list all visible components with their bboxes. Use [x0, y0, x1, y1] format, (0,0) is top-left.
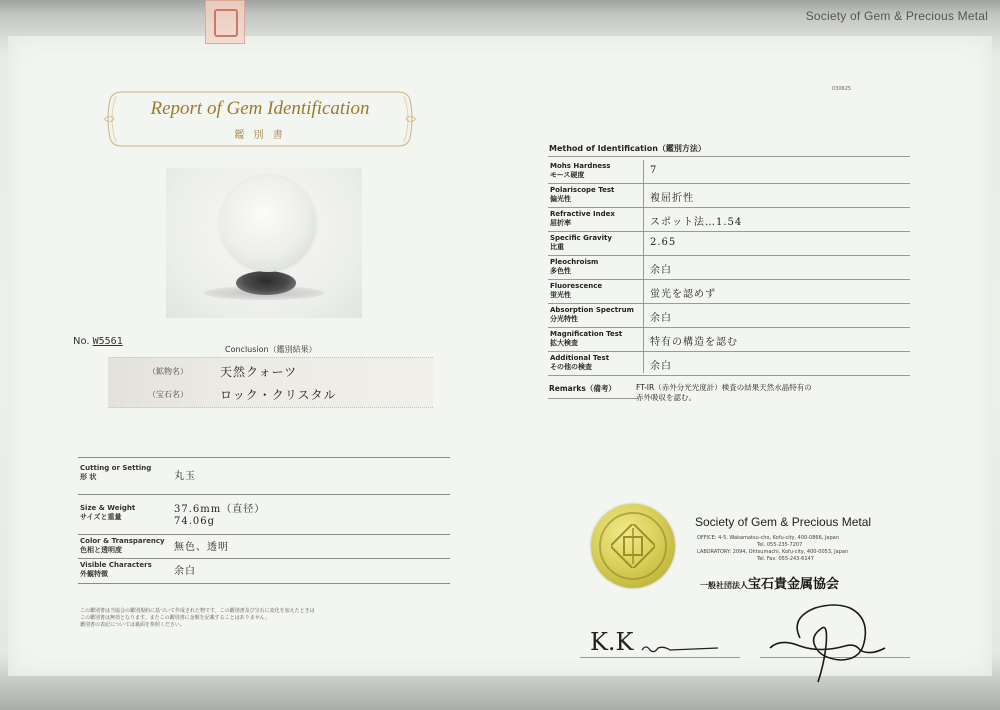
conclusion-label: Conclusion（鑑別結果）	[225, 345, 317, 354]
method-row	[548, 256, 910, 280]
size-value-weight: 74.06g	[174, 516, 216, 527]
method-title: Method of Identification（鑑別方法）	[549, 144, 706, 153]
lab-address: LABORATORY: 2094, Ohtsumachi, Kofu-city, 400-0053, Japan	[697, 549, 849, 555]
method-row	[548, 328, 910, 352]
sphere-stand	[236, 271, 296, 295]
gem-label: （宝石名）	[148, 390, 188, 399]
method-label: Specific Gravity 比重	[550, 234, 612, 251]
society-jp-name: 宝石貴金属協会	[748, 577, 840, 592]
method-value: 余白	[650, 313, 672, 324]
remarks-line: 赤外吸収を認む。	[636, 393, 696, 402]
method-label: Absorption Spectrum 分光特性	[550, 306, 634, 323]
remarks-rule	[548, 398, 638, 399]
visible-value: 余白	[174, 566, 196, 577]
signature-left-tail	[640, 642, 720, 656]
office-tel: Tel. 055-235-7207	[757, 542, 803, 548]
office-address: OFFICE: 4-5, Wakamatsu-cho, Kofu-city, 400-0866, Japan	[697, 535, 839, 541]
conclusion-box	[108, 357, 433, 408]
remarks-line: FT-IR（赤外分光光度計）検査の結果天然水晶特有の	[636, 383, 812, 392]
method-top-rule	[548, 156, 910, 157]
society-address	[697, 535, 897, 563]
cutting-label: Cutting or Setting 形 状	[80, 464, 152, 481]
method-value: 余白	[650, 265, 672, 276]
mineral-value: 天然クォーツ	[220, 365, 298, 379]
society-japanese-name	[700, 573, 839, 592]
conclusion-row-gem	[108, 383, 433, 405]
method-value: 2.65	[650, 237, 677, 248]
remarks-text	[636, 383, 906, 403]
lab-tel: Tel. Fax. 055-243-6147	[757, 556, 814, 562]
report-number-label: No.	[73, 336, 90, 347]
method-row	[548, 352, 910, 376]
disclaimer-line: 鑑別書の表記については裏面を参照ください。	[80, 622, 185, 628]
report-number	[73, 336, 123, 347]
gem-value: ロック・クリスタル	[220, 388, 337, 402]
top-stamp	[205, 0, 245, 44]
serial-number: 030625	[832, 86, 852, 92]
header-society-name: Society of Gem & Precious Metal	[805, 9, 988, 23]
signature-left: K.K	[590, 628, 634, 656]
society-name: Society of Gem & Precious Metal	[695, 515, 872, 529]
method-value: 複屈折性	[650, 193, 694, 204]
method-row	[548, 280, 910, 304]
cutting-value: 丸玉	[174, 471, 196, 482]
method-value: 蛍光を認めず	[650, 289, 716, 300]
crystal-sphere	[220, 176, 316, 272]
cutting-row	[78, 460, 450, 495]
disclaimer-line: この鑑別書は当協会の鑑別規約に基づいて作成された物です。この鑑別書及び宝石に変化を加えたときは	[80, 608, 315, 614]
method-label: Refractive Index 屈折率	[550, 210, 615, 227]
method-row	[548, 184, 910, 208]
disclaimer	[80, 608, 440, 629]
details-top-rule	[78, 457, 450, 458]
color-label: Color & Transparency 色相と透明度	[80, 537, 165, 554]
method-label: Pleochroism 多色性	[550, 258, 599, 275]
visible-label: Visible Characters 外観特徴	[80, 561, 152, 578]
method-value: スポット法…1.54	[650, 217, 743, 228]
mineral-label: （鉱物名）	[148, 367, 188, 376]
color-row	[78, 535, 450, 559]
remarks-label: Remarks（備考）	[549, 384, 616, 393]
disclaimer-line: この鑑別書は無効となります。またこの鑑別書に金額を記載することはありません。	[80, 615, 270, 621]
method-label: Additional Test その他の検査	[550, 354, 610, 371]
gem-photo	[166, 168, 362, 318]
size-row	[78, 500, 450, 535]
size-label: Size & Weight サイズと重量	[80, 504, 136, 521]
society-jp-prefix: 一般社団法人	[700, 581, 748, 590]
size-value-diameter: 37.6mm（直径）	[174, 504, 266, 515]
title-english: Report of Gem Identification	[150, 98, 370, 119]
color-value: 無色、透明	[174, 542, 229, 553]
method-label: Magnification Test 拡大検査	[550, 330, 623, 347]
gold-seal	[591, 504, 675, 588]
title-cartouche	[102, 86, 418, 152]
method-value: 余白	[650, 361, 672, 372]
conclusion-row-mineral	[108, 360, 433, 382]
signature-right	[760, 598, 895, 686]
visible-row	[78, 559, 450, 584]
method-value: 特有の構造を認む	[650, 337, 738, 348]
method-row	[548, 304, 910, 328]
seal-emblem-icon	[611, 524, 655, 568]
method-label: Mohs Hardness モース硬度	[550, 162, 611, 179]
title-japanese: 鑑 別 書	[234, 130, 286, 141]
signature-line-left	[580, 657, 740, 658]
method-row	[548, 232, 910, 256]
report-number-value: W5561	[92, 336, 123, 347]
method-label: Fluorescence 蛍光性	[550, 282, 603, 299]
method-row	[548, 208, 910, 232]
method-label: Polariscope Test 偏光性	[550, 186, 615, 203]
method-row	[548, 160, 910, 184]
method-value: 7	[650, 165, 658, 176]
